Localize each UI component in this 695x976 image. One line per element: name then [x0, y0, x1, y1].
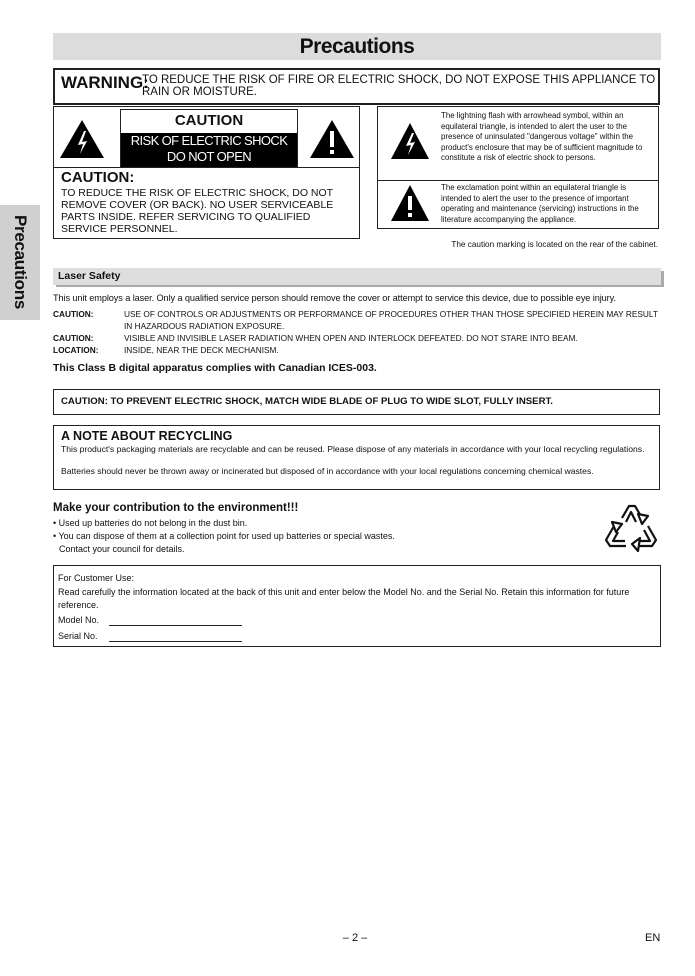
laser-safety-heading-bar — [53, 268, 661, 285]
model-no-field[interactable] — [109, 625, 242, 626]
customer-title: For Customer Use: — [58, 573, 135, 583]
ices-compliance: This Class B digital apparatus complies with Canadian ICES-003. — [53, 362, 377, 374]
side-tab-label: Precautions — [11, 214, 30, 310]
caution-header-title: CAUTION — [121, 110, 297, 132]
laser-item-text: VISIBLE AND INVISIBLE LASER RADIATION WHEN OPEN AND INTERLOCK DEFEATED. DO NOT STARE INTO BEAM. — [124, 333, 578, 343]
language-code: EN — [645, 932, 661, 944]
symbols-box — [377, 106, 659, 229]
plug-caution-box — [53, 389, 660, 415]
laser-safety-heading: Laser Safety — [58, 270, 121, 282]
serial-no-label: Serial No. — [58, 631, 98, 641]
laser-item-text: INSIDE, NEAR THE DECK MECHANISM. — [124, 345, 279, 355]
environment-note: Contact your council for details. — [59, 544, 185, 554]
caution-header-line1: RISK OF ELECTRIC SHOCK — [130, 133, 288, 148]
recycling-box — [53, 425, 660, 490]
rear-caution-note: The caution marking is located on the rear of the cabinet. — [451, 240, 658, 249]
recycling-paragraph: This product's packaging materials are recyclable and can be reused. Please dispose of any materials in accordance with your local recycling regulations. — [61, 444, 645, 454]
laser-item-label: CAUTION: — [53, 309, 94, 319]
warning-label: WARNING: — [61, 73, 149, 92]
page-title-bar — [53, 33, 661, 60]
plug-caution-text: CAUTION: TO PREVENT ELECTRIC SHOCK, MATCH WIDE BLADE OF PLUG TO WIDE SLOT, FULLY INSERT. — [61, 396, 553, 407]
environment-bullet: • Used up batteries do not belong in the dust bin. — [53, 518, 248, 528]
lightning-symbol-text: The lightning flash with arrowhead symbol, within an equilateral triangle, is intended to alert the user to the presence of uninsulated "dangerous voltage" within the product's enclosure that may be of sufficient magnitude to constitute a risk of electric shock to persons. — [441, 111, 643, 162]
exclamation-warning-icon — [390, 184, 430, 222]
laser-item-label: CAUTION: — [53, 333, 94, 343]
serial-no-field[interactable] — [109, 641, 242, 642]
caution-box — [53, 106, 360, 239]
page-title: Precautions — [299, 35, 415, 58]
environment-bullet: • You can dispose of them at a collection point for used up batteries or special wastes. — [53, 531, 395, 541]
customer-use-box — [53, 565, 661, 647]
environment-title: Make your contribution to the environment!!! — [53, 502, 299, 514]
laser-item-label: LOCATION: — [53, 345, 99, 355]
recycle-icon — [602, 500, 660, 558]
recycling-paragraph: Batteries should never be thrown away or incinerated but disposed of in accordance with your local regulations concerning chemical wastes. — [61, 466, 594, 476]
laser-intro: This unit employs a laser. Only a qualified service person should remove the cover or attempt to service this device, due to possible eye injury. — [53, 293, 616, 303]
caution-title: CAUTION: — [61, 169, 135, 186]
laser-item-text: USE OF CONTROLS OR ADJUSTMENTS OR PERFORMANCE OF PROCEDURES OTHER THAN THOSE SPECIFIED HEREIN MAY RESULT IN HAZARDOUS RADIATION EXPOSURE. — [124, 309, 658, 331]
caution-text: TO REDUCE THE RISK OF ELECTRIC SHOCK, DO NOT REMOVE COVER (OR BACK). NO USER SERVICEABLE PARTS INSIDE. REFER SERVICING TO QUALIFIED SERVICE PERSONNEL. — [61, 187, 334, 235]
warning-text: TO REDUCE THE RISK OF FIRE OR ELECTRIC SHOCK, DO NOT EXPOSE THIS APPLIANCE TO RAIN OR MOISTURE. — [142, 74, 656, 98]
page-number: – 2 – — [342, 932, 368, 944]
model-no-label: Model No. — [58, 615, 100, 625]
side-tab — [0, 205, 40, 320]
exclamation-symbol-text: The exclamation point within an equilateral triangle is intended to alert the user to the presence of important operating and maintenance (servicing) instructions in the literature accompanying the appliance. — [441, 183, 639, 224]
lightning-warning-icon — [59, 119, 105, 159]
caution-header-black — [121, 133, 297, 167]
warning-box — [53, 68, 660, 105]
divider — [378, 180, 658, 181]
lightning-warning-icon — [390, 122, 430, 160]
caution-label-block — [120, 109, 298, 168]
recycling-title: A NOTE ABOUT RECYCLING — [61, 429, 233, 443]
exclamation-warning-icon — [309, 119, 355, 159]
customer-text: Read carefully the information located at the back of this unit and enter below the Model No. and the Serial No. Retain this information for future reference. — [58, 587, 630, 610]
caution-header-line2: DO NOT OPEN — [166, 149, 252, 164]
divider — [54, 167, 359, 168]
